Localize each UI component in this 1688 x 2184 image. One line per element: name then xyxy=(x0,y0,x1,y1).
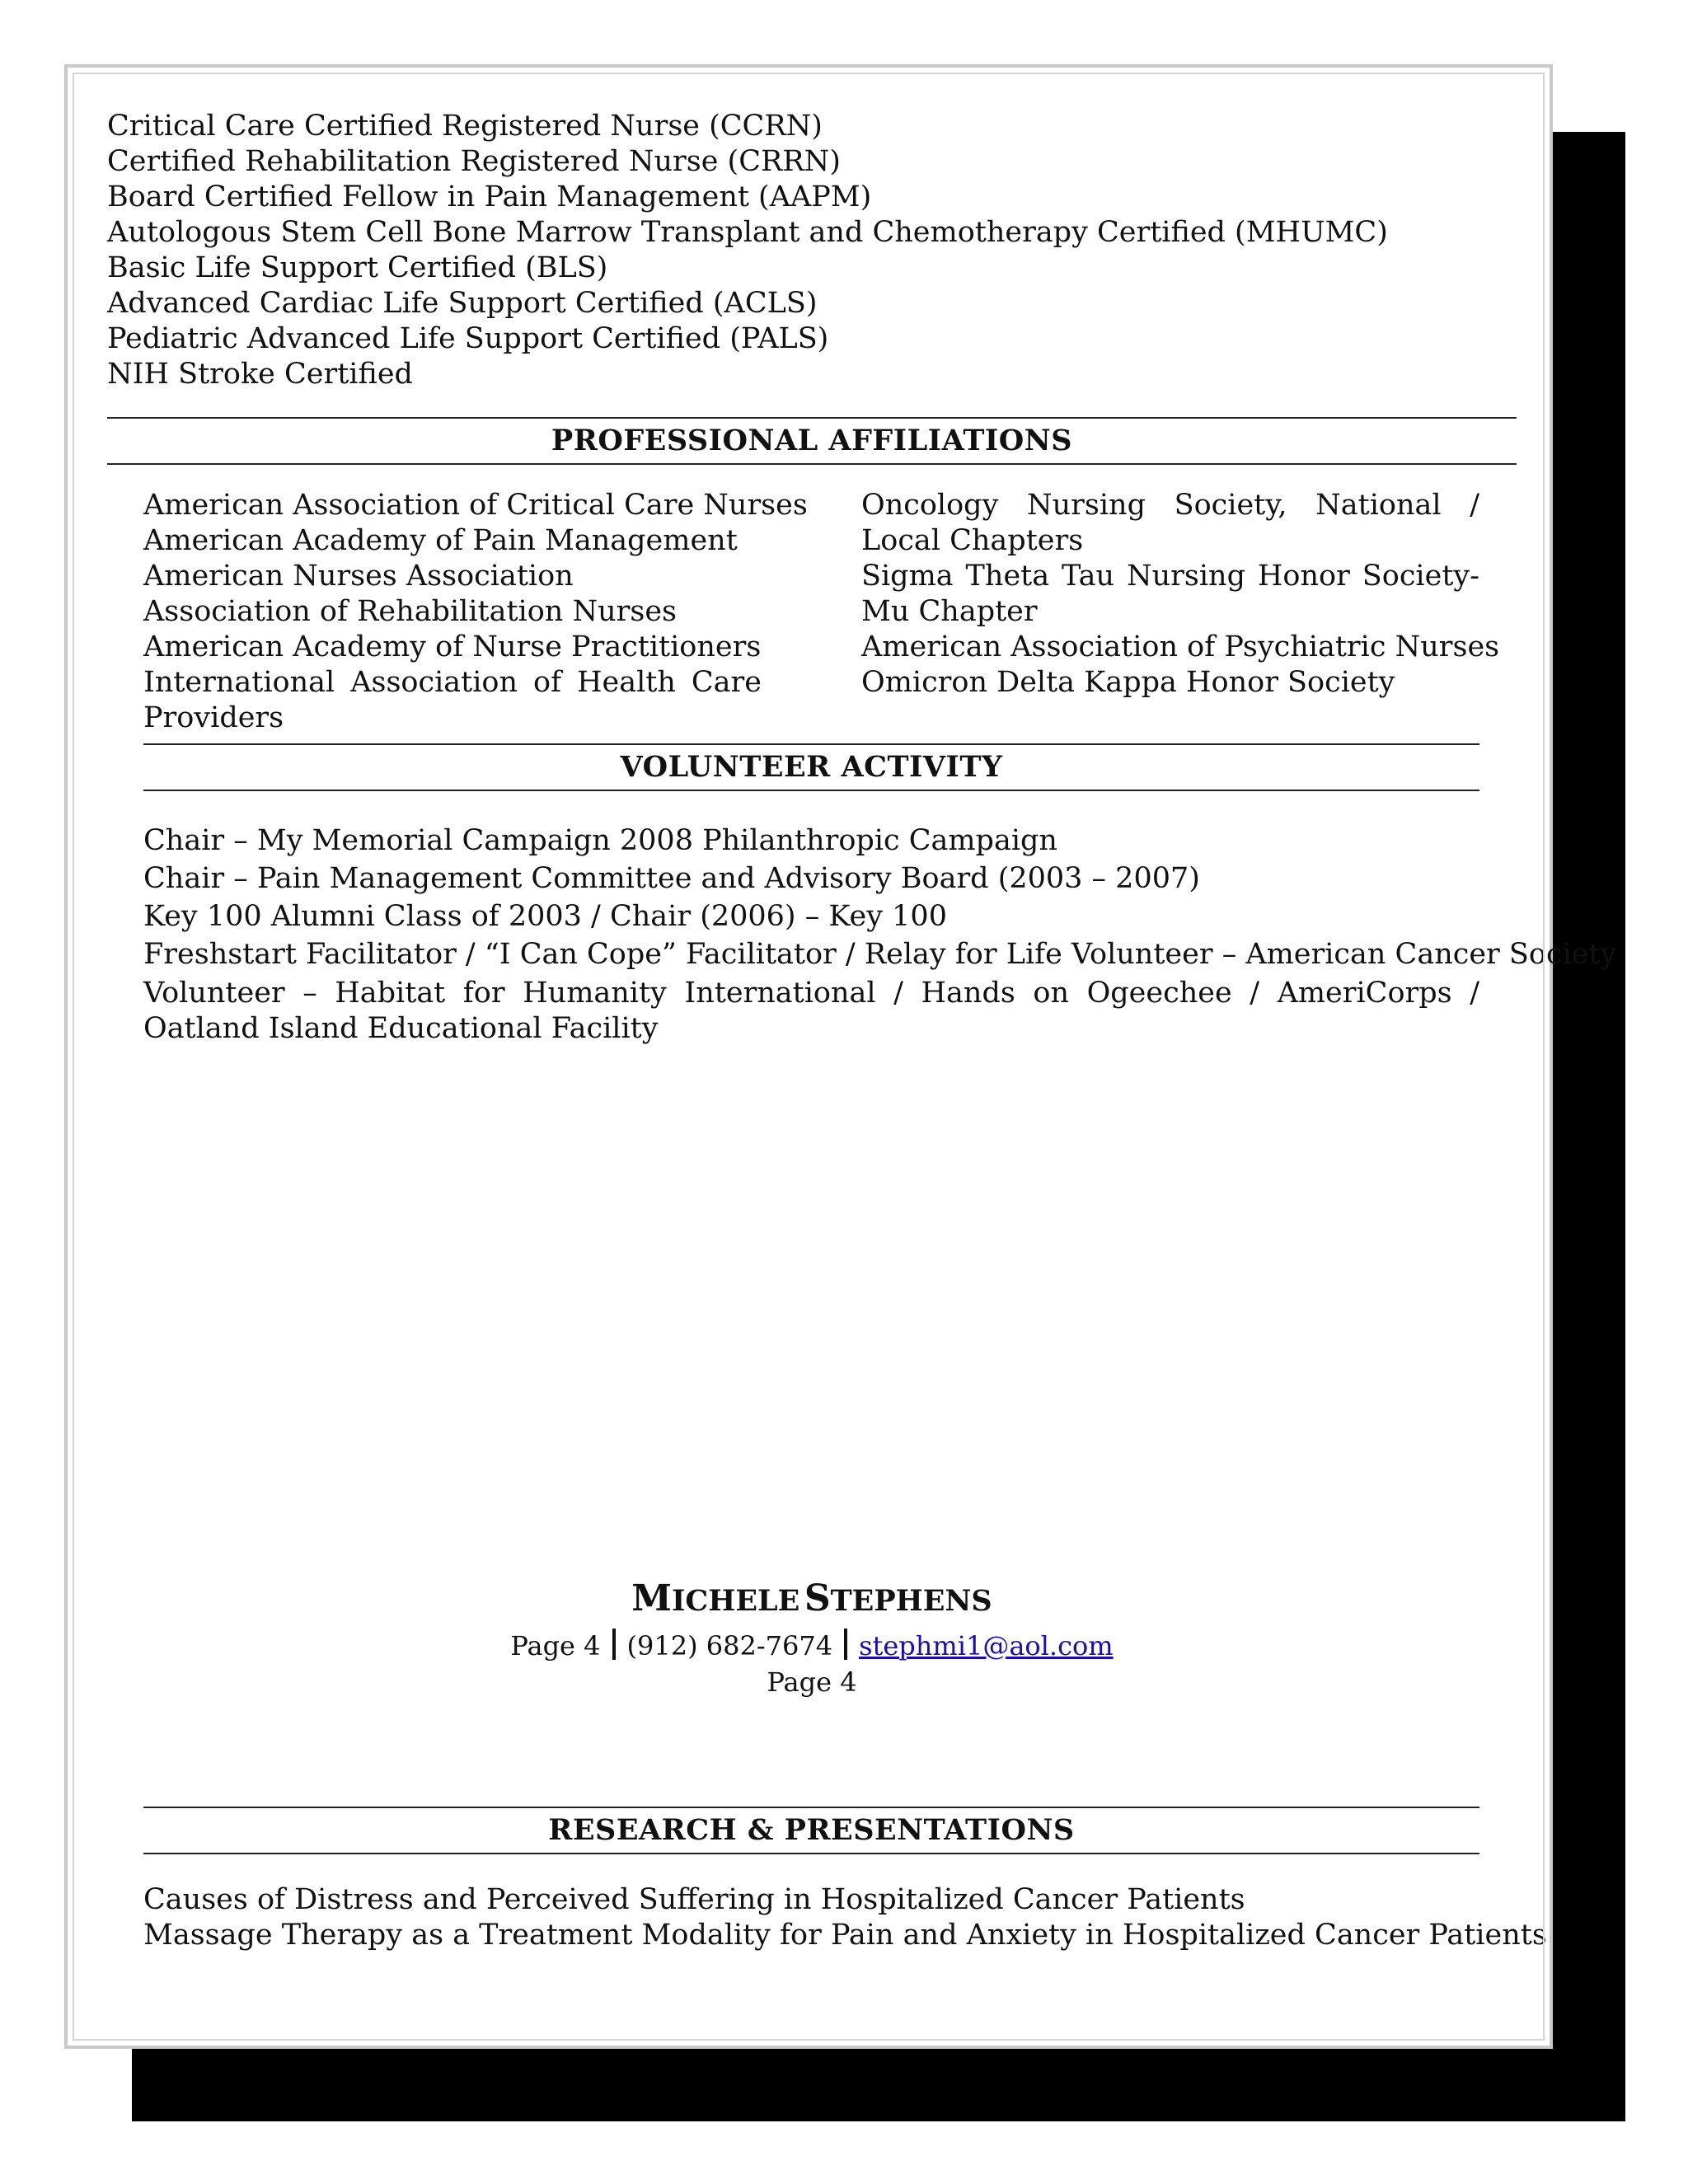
email-link[interactable]: stephmi1@aol.com xyxy=(859,1630,1114,1661)
affiliation-item: International Association of Health Care Providers xyxy=(143,666,762,734)
certification-item: Basic Life Support Certified (BLS) xyxy=(107,251,608,284)
footer-contact xyxy=(68,1628,1556,1664)
certification-item: Certified Rehabilitation Registered Nurse (CRRN) xyxy=(107,145,841,178)
volunteer-item: Key 100 Alumni Class of 2003 / Chair (2006) – Key 100 xyxy=(143,900,947,933)
certification-item: Pediatric Advanced Life Support Certified (PALS) xyxy=(107,322,829,355)
certification-item: NIH Stroke Certified xyxy=(107,358,413,391)
research-heading: RESEARCH & PRESENTATIONS xyxy=(548,1813,1075,1847)
volunteer-heading: VOLUNTEER ACTIVITY xyxy=(620,750,1003,784)
page-number: Page 4 xyxy=(510,1630,601,1661)
volunteer-item: Chair – Pain Management Committee and Advisory Board (2003 – 2007) xyxy=(143,862,1200,895)
research-item: Causes of Distress and Perceived Suffering in Hospitalized Cancer Patients xyxy=(143,1883,1245,1916)
volunteer-item: Chair – My Memorial Campaign 2008 Philanthropic Campaign xyxy=(143,824,1057,857)
affiliation-item: American Nurses Association xyxy=(143,560,574,593)
resume-page xyxy=(64,64,1617,2049)
volunteer-item: Volunteer – Habitat for Humanity International / Hands on Ogeechee / AmeriCorps / Oatland Island Educational Facility xyxy=(143,977,1479,1045)
research-list xyxy=(143,1882,1547,1953)
separator-bar xyxy=(612,1629,616,1660)
affiliation-item: American Academy of Pain Management xyxy=(143,524,738,557)
section-rule-bottom xyxy=(143,790,1479,791)
certification-item: Advanced Cardiac Life Support Certified (ACLS) xyxy=(107,287,818,320)
affiliation-item: American Academy of Nurse Practitioners xyxy=(143,630,762,663)
certification-item: Critical Care Certified Registered Nurse (CCRN) xyxy=(107,110,823,143)
affiliation-item: Sigma Theta Tau Nursing Honor Society-Mu Chapter xyxy=(861,560,1479,628)
volunteer-list xyxy=(143,822,1617,1047)
volunteer-item: Freshstart Facilitator / “I Can Cope” Facilitator / Relay for Life Volunteer – American Cancer Society xyxy=(143,938,1617,971)
affiliations-right-column xyxy=(861,488,1500,701)
affiliations-heading: PROFESSIONAL AFFILIATIONS xyxy=(551,424,1073,457)
affiliation-item: American Association of Psychiatric Nurses xyxy=(861,630,1500,663)
affiliation-item: Association of Rehabilitation Nurses xyxy=(143,595,678,628)
page-number-secondary: Page 4 xyxy=(767,1666,857,1698)
separator-bar xyxy=(844,1629,847,1660)
affiliation-item: Oncology Nursing Society, National / Local Chapters xyxy=(861,489,1479,557)
affiliation-item: Omicron Delta Kappa Honor Society xyxy=(861,666,1395,699)
certification-item: Board Certified Fellow in Pain Management (AAPM) xyxy=(107,180,872,213)
affiliations-left-column xyxy=(143,488,808,736)
research-item: Massage Therapy as a Treatment Modality for Pain and Anxiety in Hospitalized Cancer Patients xyxy=(143,1919,1547,1952)
affiliation-item: American Association of Critical Care Nurses xyxy=(143,489,808,522)
section-rule-bottom xyxy=(107,463,1517,465)
certifications-list xyxy=(107,109,1388,392)
footer-name: MICHELE STEPHENS xyxy=(631,1577,992,1619)
section-rule-bottom xyxy=(143,1853,1479,1854)
certification-item: Autologous Stem Cell Bone Marrow Transplant and Chemotherapy Certified (MHUMC) xyxy=(107,216,1388,249)
phone-number: (912) 682-7674 xyxy=(626,1630,833,1661)
